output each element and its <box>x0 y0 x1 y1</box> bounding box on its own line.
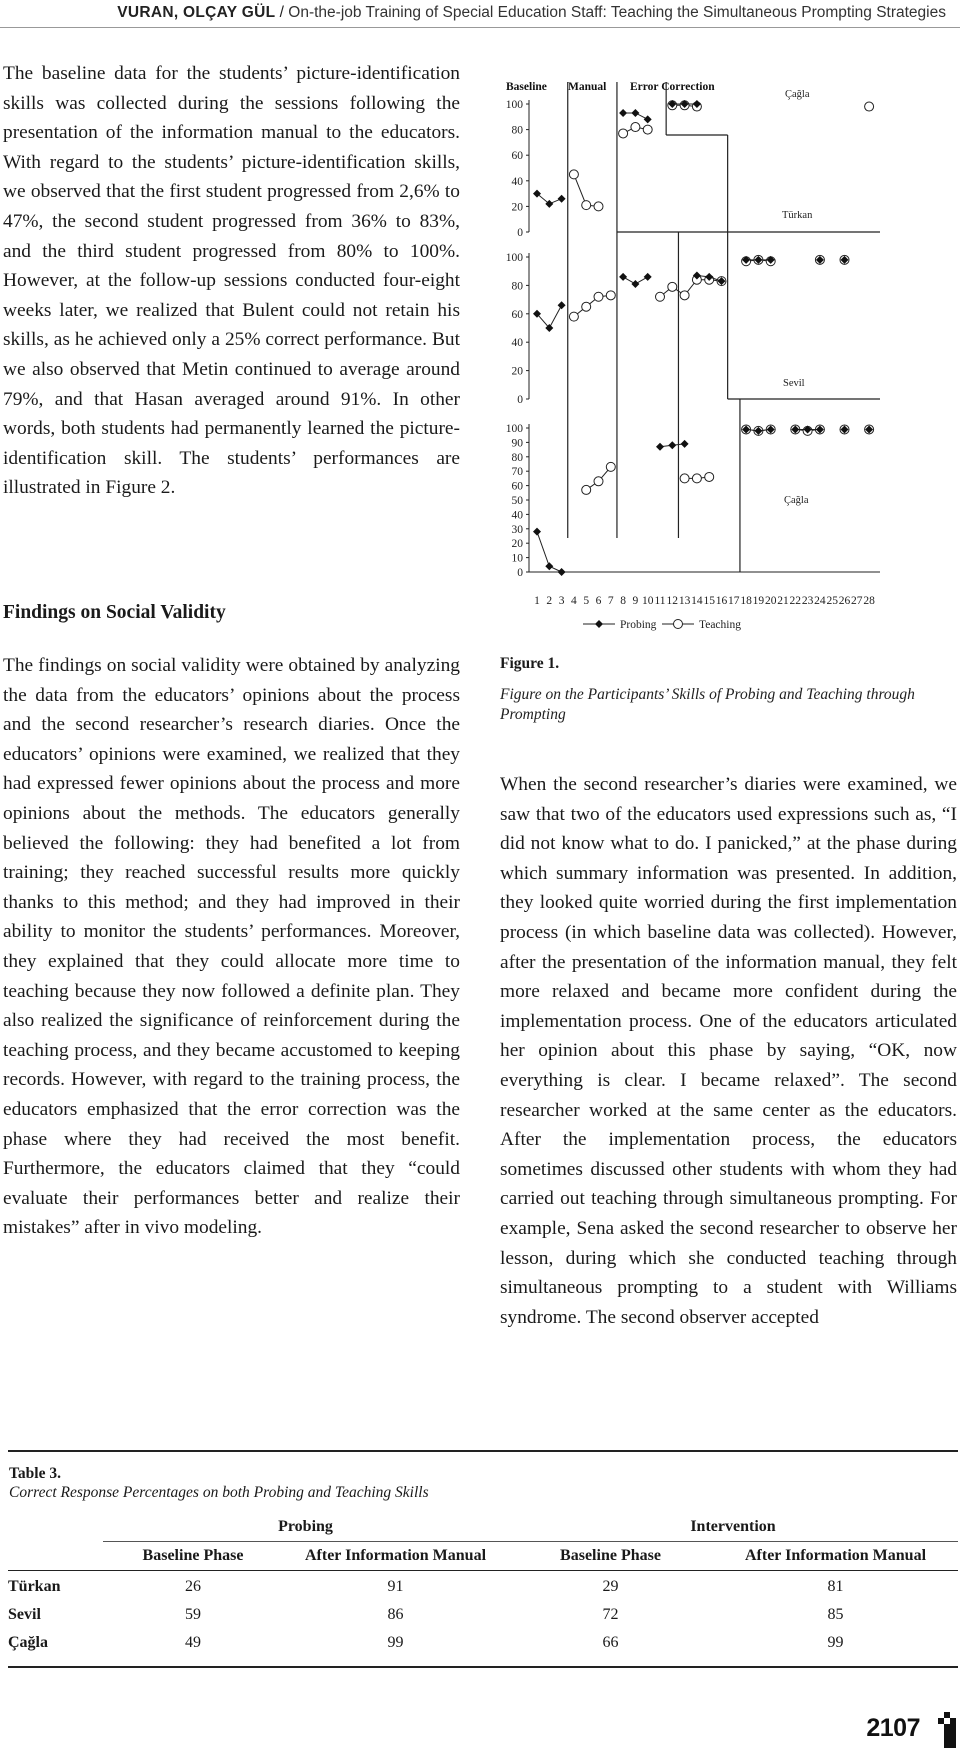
y-tick-label: 40 <box>511 175 523 188</box>
probing-point <box>681 440 689 448</box>
figure-label: Figure 1. <box>500 655 560 672</box>
legend-label-probing: Probing <box>620 619 657 631</box>
x-tick-label: 22 <box>789 595 802 607</box>
probing-point <box>656 443 664 451</box>
y-tick-label: 60 <box>511 308 523 321</box>
probing-point <box>558 195 566 203</box>
body-paragraph-1: The baseline data for the students’ picture-identification skills was collected during the sessions following the presentation of the information manual to the educators. With regard to the students’ picture-identification skills, we observed that the first student progressed from 2,6% to 47%, the second student progressed from 36% to 83%, and the third student progressed from 80% to 100%. However, at the follow-up sessions conducted four-eight weeks later, we realized that Bulent could not retain his skills, as he achieved only a 25% correct performance. But we also observed that Metin continued to average around 79%, and that Hasan averaged around 91%. In other words, both students had permanently learned the picture-identification skill. The students’ performances are illustrated in Figure 2. <box>3 63 460 499</box>
table-cell: 86 <box>387 1606 404 1623</box>
figure-chart <box>500 68 960 643</box>
y-tick-label: 60 <box>511 150 523 163</box>
table-cell: 66 <box>602 1634 619 1651</box>
results-table <box>8 1513 958 1657</box>
x-tick-label: 4 <box>571 595 577 607</box>
table-column-header: After Information Manual <box>713 1542 958 1571</box>
table-row <box>8 1571 958 1602</box>
table-cell: 26 <box>185 1578 201 1595</box>
table-column-header: Baseline Phase <box>103 1542 283 1571</box>
probing-point <box>533 528 541 536</box>
y-tick-label: 60 <box>511 480 523 493</box>
table-top-rule <box>8 1450 958 1452</box>
x-tick-label: 27 <box>851 595 863 607</box>
x-tick-label: 1 <box>534 595 540 607</box>
table-cell: 99 <box>827 1634 844 1651</box>
x-tick-label: 7 <box>607 595 614 607</box>
teaching-point <box>594 202 603 211</box>
table-row <box>8 1629 958 1657</box>
teaching-point <box>656 292 665 301</box>
panel-participant-name: Türkan <box>782 210 813 221</box>
table-caption: Correct Response Percentages on both Probing and Teaching Skills <box>9 1484 429 1501</box>
y-tick-label: 40 <box>511 509 523 522</box>
y-tick-label: 10 <box>511 552 523 565</box>
header-rule <box>0 27 960 28</box>
teaching-series-line <box>574 295 611 316</box>
table-cell: 91 <box>387 1578 404 1595</box>
x-tick-label: 25 <box>826 595 838 607</box>
teaching-point <box>619 129 628 138</box>
x-tick-label: 18 <box>740 595 752 607</box>
y-tick-label: 80 <box>511 124 523 137</box>
phase-label: Error Correction <box>630 81 715 93</box>
table-column-header: Baseline Phase <box>508 1542 713 1571</box>
teaching-point <box>643 125 652 134</box>
x-tick-label: 19 <box>752 595 765 607</box>
running-head <box>0 4 946 22</box>
teaching-point <box>582 302 591 311</box>
x-tick-label: 9 <box>632 595 639 607</box>
x-tick-label: 20 <box>764 595 777 607</box>
probing-point <box>644 115 652 123</box>
x-tick-label: 5 <box>583 595 590 607</box>
probing-point <box>619 273 627 281</box>
table-row-label: Sevil <box>8 1606 41 1623</box>
x-tick-label: 26 <box>838 595 851 607</box>
running-head-authors: VURAN, OLÇAY GÜL <box>117 4 276 21</box>
y-tick-label: 40 <box>511 337 523 350</box>
teaching-point <box>631 123 640 132</box>
y-tick-label: 20 <box>511 365 523 378</box>
x-tick-label: 11 <box>654 595 666 607</box>
panel-participant-name: Çağla <box>785 89 810 100</box>
running-head-separator: / <box>279 4 284 21</box>
y-tick-label: 0 <box>517 227 523 239</box>
table-group-header-row <box>8 1513 958 1542</box>
table-row-label: Türkan <box>8 1578 61 1595</box>
y-tick-label: 50 <box>511 495 523 507</box>
teaching-point <box>606 291 615 300</box>
corner-mark-icon <box>930 1712 956 1748</box>
body-paragraph-3: When the second researcher’s diaries were examined, we saw that two of the educators used expressions such as, “I did not know what to do. I panicked,” at the phase during which summary information was presented. In addition, they looked quite worried during the first implementation process (in which baseline data was collected). However, after the presentation of the information manual, they felt more relaxed and became more confident during the implementation process. One of the educators articulated her opinion about this phase by saying, “OK, now everything is clear. I became relaxed”. The second researcher worked at the same center as the educators. After the implementation process, the educators sometimes discussed other students with whom they had carried out teaching through simultaneous prompting. For example, Sena asked the second researcher to observe her lesson, during which she conducted teaching through simultaneous prompting to a student with Williams syndrome. The second observer accepted <box>500 774 957 1328</box>
y-tick-label: 100 <box>505 423 523 435</box>
table-column-header: After Information Manual <box>283 1542 508 1571</box>
x-tick-label: 28 <box>863 595 875 607</box>
table-cell: 72 <box>602 1606 619 1623</box>
probing-point <box>668 441 676 449</box>
x-tick-label: 10 <box>641 595 654 607</box>
y-tick-label: 0 <box>517 567 523 579</box>
table-label: Table 3. <box>9 1465 61 1482</box>
probing-point <box>631 280 639 288</box>
x-tick-label: 3 <box>558 595 565 607</box>
legend-probing-marker <box>595 620 603 628</box>
teaching-point <box>582 485 591 494</box>
table-bottom-rule <box>8 1666 958 1668</box>
panel-participant-name: Çağla <box>784 495 809 506</box>
y-tick-label: 90 <box>511 437 523 450</box>
figure-caption: Figure on the Participants’ Skills of Probing and Teaching through Prompting <box>500 686 915 723</box>
probing-point <box>558 568 566 576</box>
teaching-point <box>680 291 689 300</box>
page-number: 2107 <box>866 1714 920 1742</box>
teaching-point <box>705 472 714 481</box>
x-tick-label: 2 <box>546 595 553 607</box>
x-tick-label: 16 <box>715 595 728 607</box>
teaching-point <box>668 282 677 291</box>
phase-label: Manual <box>568 81 607 93</box>
y-tick-label: 80 <box>511 280 523 293</box>
teaching-point <box>594 477 603 486</box>
probing-point <box>545 562 553 570</box>
y-tick-label: 100 <box>505 99 523 111</box>
y-tick-label: 80 <box>511 451 523 464</box>
x-tick-label: 13 <box>678 595 691 607</box>
probing-point <box>631 109 639 117</box>
section-heading-social-validity: Findings on Social Validity <box>3 602 226 623</box>
x-tick-label: 14 <box>691 595 703 607</box>
y-tick-label: 0 <box>517 394 523 406</box>
legend-teaching-marker <box>674 620 683 629</box>
x-tick-label: 6 <box>595 595 602 607</box>
table-row-label: Çağla <box>8 1634 48 1651</box>
panel-participant-name: Sevil <box>783 378 805 389</box>
teaching-point <box>865 102 874 111</box>
teaching-point <box>606 462 615 471</box>
legend-label-teaching: Teaching <box>699 619 741 631</box>
teaching-point <box>569 312 578 321</box>
x-tick-label: 23 <box>801 595 814 607</box>
x-tick-label: 17 <box>728 595 740 607</box>
teaching-point <box>692 474 701 483</box>
y-tick-label: 30 <box>511 523 523 536</box>
teaching-point <box>594 292 603 301</box>
running-head-title: On-the-job Training of Special Education Staff: Teaching the Simultaneous Prompting Strategies <box>288 4 946 21</box>
table-cell: 99 <box>387 1634 404 1651</box>
table-subheader-row <box>8 1542 958 1571</box>
teaching-point <box>569 170 578 179</box>
x-tick-label: 15 <box>703 595 715 607</box>
x-tick-label: 24 <box>814 595 826 607</box>
probing-point <box>558 301 566 309</box>
y-tick-label: 100 <box>505 252 523 264</box>
table-group-header: Intervention <box>508 1513 958 1542</box>
table-group-header: Probing <box>103 1513 508 1542</box>
x-tick-label: 12 <box>666 595 679 607</box>
y-tick-label: 20 <box>511 538 523 551</box>
probing-point <box>644 273 652 281</box>
phase-label: Baseline <box>506 81 547 93</box>
probing-point <box>619 109 627 117</box>
table-cell: 59 <box>185 1606 201 1623</box>
table-cell: 29 <box>602 1578 619 1595</box>
table-cell: 81 <box>827 1578 844 1595</box>
teaching-point <box>680 474 689 483</box>
y-tick-label: 70 <box>511 466 523 479</box>
table-cell: 49 <box>185 1634 201 1651</box>
table-cell: 85 <box>827 1606 844 1623</box>
x-tick-label: 8 <box>620 595 626 607</box>
teaching-point <box>582 201 591 210</box>
x-tick-label: 21 <box>777 595 789 607</box>
table-row <box>8 1601 958 1629</box>
body-paragraph-2: The findings on social validity were obtained by analyzing the data from the educators’ opinions about the process and the second researcher’s research diaries. Once the educators’ opinions were examined, we realized that they had expressed fewer opinions about the process and more opinions about the methods. The educators generally believed the following: they had benefited a lot from training; they reached successful results more quickly thanks to this method; and they had improved in their ability to monitor the students’ performances. Moreover, they explained that they could allocate more time to teaching because they now followed a definite plan. They also realized the significance of reinforcement during the teaching process, and they became accustomed to keeping records. However, with regard to the training process, the educators emphasized that the error correction was the phase where they had received the most benefit. Furthermore, the educators claimed that they “could evaluate their performances better and realize their mistakes” after in vivo modeling. <box>3 655 460 1239</box>
y-tick-label: 20 <box>511 201 523 214</box>
